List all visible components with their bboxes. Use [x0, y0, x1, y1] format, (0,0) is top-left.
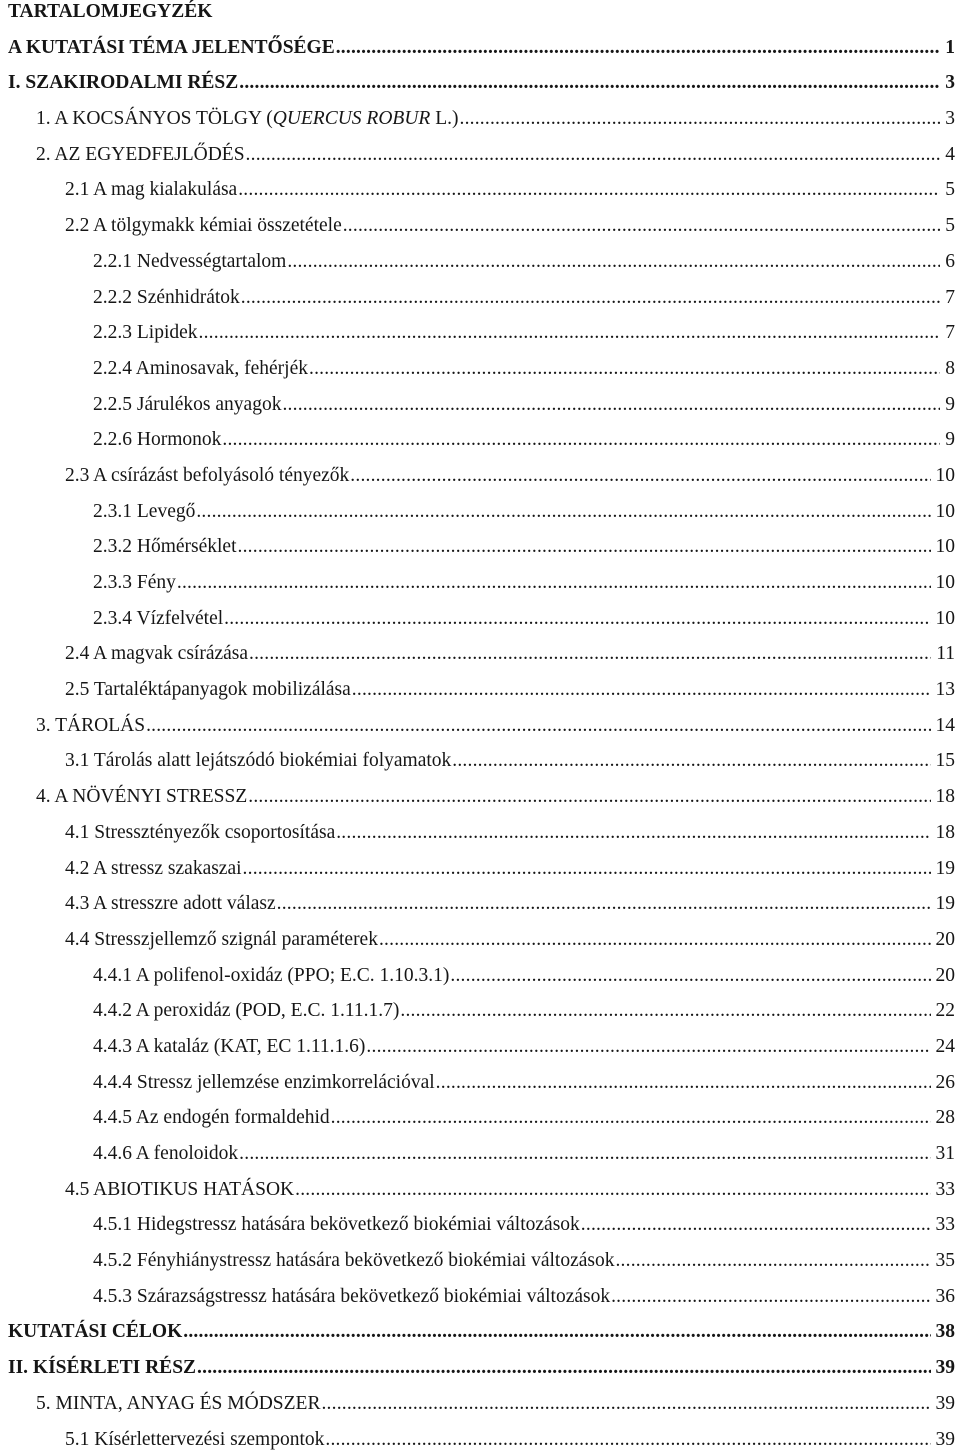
toc-entry-title: 4.4.6 A fenoloidok	[93, 1143, 239, 1164]
toc-entry[interactable]	[0, 107, 960, 131]
toc-entry[interactable]	[0, 321, 960, 345]
toc-page-number: 39	[935, 1428, 955, 1450]
toc-page-number: 24	[935, 1035, 955, 1057]
toc-entry[interactable]	[0, 1035, 960, 1059]
toc-entry-title: 4.5.1 Hidegstressz hatására bekövetkező biokémiai változások	[93, 1214, 580, 1236]
toc-page-number: 8	[945, 357, 955, 379]
toc-dot-leader	[196, 500, 930, 524]
toc-entry-title: 4.1 Stressztényezők csoportosítása	[65, 821, 336, 843]
toc-page-number: 3	[945, 108, 955, 130]
toc-entry-title: 4.5.3 Szárazságstressz hatására bekövetkező biokémiai változások	[93, 1285, 611, 1307]
toc-dot-leader	[238, 535, 931, 559]
toc-entry[interactable]	[0, 964, 960, 988]
toc-entry-title	[36, 107, 459, 131]
toc-entry[interactable]	[0, 71, 960, 95]
toc-page-number: 19	[935, 893, 955, 915]
toc-dot-leader	[321, 1392, 930, 1416]
toc-page-number: 13	[935, 679, 955, 701]
toc-page-number: 35	[935, 1250, 955, 1272]
toc-page-number: 6	[945, 250, 955, 272]
toc-heading	[0, 0, 960, 24]
toc-entry-title: 4.4.2 A peroxidáz (POD, E.C. 1.11.1.7)	[93, 1000, 400, 1022]
toc-entry-title: II. KÍSÉRLETI RÉSZ	[8, 1357, 197, 1379]
toc-dot-leader	[282, 393, 940, 417]
toc-page-number: 10	[935, 500, 955, 522]
toc-dot-leader	[177, 571, 931, 595]
toc-dot-leader	[379, 928, 931, 952]
toc-page-number: 20	[935, 964, 955, 986]
toc-entry[interactable]	[0, 143, 960, 167]
toc-entry-title: 2.3.3 Fény	[93, 572, 176, 593]
toc-entry[interactable]	[0, 464, 960, 488]
toc-dot-leader	[239, 71, 940, 95]
toc-entry[interactable]	[0, 1285, 960, 1309]
toc-entry[interactable]	[0, 286, 960, 310]
toc-entry-title: 4.3 A stresszre adott válasz	[65, 893, 276, 915]
toc-dot-leader	[352, 678, 931, 702]
toc-entry[interactable]	[0, 571, 960, 595]
toc-entry[interactable]	[0, 642, 960, 666]
toc-entry-title: KUTATÁSI CÉLOK	[8, 1321, 183, 1343]
toc-entry-title: 3.1 Tárolás alatt lejátszódó biokémiai folyamatok	[65, 750, 452, 772]
toc-dot-leader	[460, 107, 941, 131]
toc-entry-title: 4. A NÖVÉNYI STRESSZ	[36, 786, 248, 808]
toc-dot-leader	[238, 178, 940, 202]
toc-dot-leader	[343, 214, 941, 238]
toc-page-number: 39	[935, 1357, 955, 1379]
toc-entry[interactable]	[0, 214, 960, 238]
toc-page-number: 9	[945, 429, 955, 451]
toc-entry-title: 2.3.1 Levegő	[93, 500, 196, 522]
toc-entry-title: 4.4.5 Az endogén formaldehid	[93, 1107, 330, 1129]
toc-entry-title: 2.3.4 Vízfelvétel	[93, 607, 224, 629]
toc-entry[interactable]	[0, 678, 960, 702]
toc-entry-title: 3. TÁROLÁS	[36, 714, 146, 736]
toc-entry[interactable]	[0, 821, 960, 845]
toc-entry-title: 2.4 A magvak csírázása	[65, 643, 249, 665]
toc-page-number: 26	[935, 1071, 955, 1093]
toc-dot-leader	[366, 1035, 930, 1059]
toc-entry-title: 2.1 A mag kialakulása	[65, 179, 238, 201]
toc-entry[interactable]	[0, 36, 960, 60]
toc-entry[interactable]	[0, 1142, 960, 1166]
toc-entry[interactable]	[0, 178, 960, 202]
toc-dot-leader	[248, 785, 930, 809]
toc-dot-leader	[295, 1178, 930, 1202]
toc-page-number: 15	[935, 750, 955, 772]
toc-page-number: 10	[935, 572, 955, 593]
toc-dot-leader	[611, 1285, 930, 1309]
toc-dot-leader	[146, 714, 930, 738]
toc-dot-leader	[309, 357, 940, 381]
toc-page-number: 7	[945, 322, 955, 344]
toc-page-number: 5	[945, 179, 955, 201]
toc-entry-title: A KUTATÁSI TÉMA JELENTŐSÉGE	[8, 36, 335, 58]
toc-dot-leader	[350, 464, 930, 488]
toc-dot-leader	[224, 607, 930, 631]
toc-dot-leader	[199, 321, 941, 345]
toc-dot-leader	[197, 1356, 930, 1380]
toc-entry-title: 2.3.2 Hőmérséklet	[93, 536, 237, 558]
toc-page-number: 10	[935, 464, 955, 486]
toc-entry[interactable]	[0, 1106, 960, 1130]
toc-page-number: 28	[935, 1107, 955, 1129]
toc-dot-leader	[243, 857, 931, 881]
toc-page-number: 19	[935, 857, 955, 879]
toc-page-number: 33	[935, 1178, 955, 1200]
toc-entry[interactable]	[0, 1428, 960, 1452]
toc-page-number: 38	[935, 1321, 955, 1343]
toc-dot-leader	[331, 1106, 931, 1130]
toc-entry[interactable]	[0, 785, 960, 809]
toc-page-number: 5	[945, 215, 955, 237]
toc-dot-leader	[222, 428, 940, 452]
toc-page-number: 11	[936, 643, 955, 665]
toc-dot-leader	[246, 143, 941, 167]
toc-entry-title: 4.4 Stresszjellemző szignál paraméterek	[65, 928, 378, 950]
toc-dot-leader	[400, 999, 930, 1023]
toc-page-number: 1	[945, 36, 955, 58]
toc-entry-title: 2.2.2 Szénhidrátok	[93, 286, 240, 308]
toc-page-number: 3	[945, 72, 955, 94]
toc-dot-leader	[239, 1142, 930, 1166]
toc-entry-title: 4.5.2 Fényhiánystressz hatására bekövetkező biokémiai változások	[93, 1250, 615, 1272]
toc-entry[interactable]	[0, 500, 960, 524]
toc-entry-title: 5.1 Kísérlettervezési szempontok	[65, 1428, 325, 1450]
toc-entry-title: 2.2.6 Hormonok	[93, 429, 222, 451]
toc-page-number: 20	[935, 928, 955, 950]
toc-dot-leader	[615, 1249, 930, 1273]
toc-page-number: 31	[935, 1143, 955, 1164]
toc-entry[interactable]	[0, 749, 960, 773]
toc-entry-title: 2.3 A csírázást befolyásoló tényezők	[65, 464, 350, 486]
toc-entry[interactable]	[0, 1356, 960, 1380]
toc-page-number: 10	[935, 607, 955, 629]
toc-entry[interactable]	[0, 857, 960, 881]
toc-entry[interactable]	[0, 1249, 960, 1273]
toc-entry[interactable]	[0, 357, 960, 381]
toc-entry-title: 4.4.3 A kataláz (KAT, EC 1.11.1.6)	[93, 1035, 366, 1057]
toc-dot-leader	[336, 821, 930, 845]
toc-entry[interactable]	[0, 393, 960, 417]
toc-page-number: 18	[935, 786, 955, 808]
toc-page-number: 39	[935, 1392, 955, 1414]
toc-entry-title: 4.4.4 Stressz jellemzése enzimkorrelációval	[93, 1071, 435, 1093]
toc-page-number: 14	[935, 714, 955, 736]
toc-entry-title: 4.4.1 A polifenol-oxidáz (PPO; E.C. 1.10.3.1)	[93, 964, 450, 986]
toc-entry-title: 4.2 A stressz szakaszai	[65, 857, 242, 879]
toc-page-number: 22	[935, 1000, 955, 1022]
toc-entry[interactable]	[0, 1178, 960, 1202]
toc-dot-leader	[241, 286, 940, 310]
toc-page-number: 10	[935, 536, 955, 558]
toc-entry-title: 5. MINTA, ANYAG ÉS MÓDSZER	[36, 1392, 321, 1414]
toc-dot-leader	[249, 642, 931, 666]
toc-entry[interactable]	[0, 1320, 960, 1344]
toc-dot-leader	[336, 36, 941, 60]
toc-entry-title: I. SZAKIRODALMI RÉSZ	[8, 72, 239, 94]
toc-entry[interactable]	[0, 714, 960, 738]
toc-entry-title-italic: QUERCUS ROBUR	[272, 108, 431, 130]
toc-entry-title: 2. AZ EGYEDFEJLŐDÉS	[36, 143, 245, 165]
toc-entry-title: 2.2.3 Lipidek	[93, 322, 198, 344]
toc-entry[interactable]	[0, 892, 960, 916]
toc-entry-title: 2.2.1 Nedvességtartalom	[93, 250, 287, 272]
toc-heading-title: TARTALOMJEGYZÉK	[8, 1, 213, 22]
toc-entry-title: 4.5 ABIOTIKUS HATÁSOK	[65, 1178, 295, 1200]
toc-dot-leader	[287, 250, 940, 274]
toc-entry-title: 2.2.5 Járulékos anyagok	[93, 393, 282, 415]
toc-entry[interactable]	[0, 928, 960, 952]
toc-dot-leader	[436, 1071, 931, 1095]
toc-dot-leader	[325, 1428, 930, 1452]
toc-entry[interactable]	[0, 1213, 960, 1237]
toc-page-number: 7	[945, 286, 955, 308]
toc-page-number: 33	[935, 1214, 955, 1236]
toc-dot-leader	[183, 1320, 930, 1344]
toc-entry[interactable]	[0, 428, 960, 452]
toc-dot-leader	[450, 964, 930, 988]
toc-entry[interactable]	[0, 535, 960, 559]
toc-entry-title: 2.2.4 Aminosavak, fehérjék	[93, 357, 308, 379]
toc-page-number: 36	[935, 1285, 955, 1307]
toc-dot-leader	[277, 892, 931, 916]
toc-page-number: 9	[945, 393, 955, 415]
toc-entry-title-part: L.)	[430, 108, 459, 130]
toc-entry[interactable]	[0, 607, 960, 631]
toc-entry[interactable]	[0, 1071, 960, 1095]
toc-entry-title-part: 1. A KOCSÁNYOS TÖLGY (	[36, 108, 273, 130]
toc-dot-leader	[452, 749, 930, 773]
toc-entry-title: 2.2 A tölgymakk kémiai összetétele	[65, 215, 342, 237]
toc-entry-title: 2.5 Tartaléktápanyagok mobilizálása	[65, 679, 351, 701]
toc-entry[interactable]	[0, 1392, 960, 1416]
toc-entry[interactable]	[0, 250, 960, 274]
toc-page-number: 18	[935, 821, 955, 843]
toc-entry[interactable]	[0, 999, 960, 1023]
toc-page-number: 4	[945, 143, 955, 165]
toc-dot-leader	[581, 1213, 931, 1237]
